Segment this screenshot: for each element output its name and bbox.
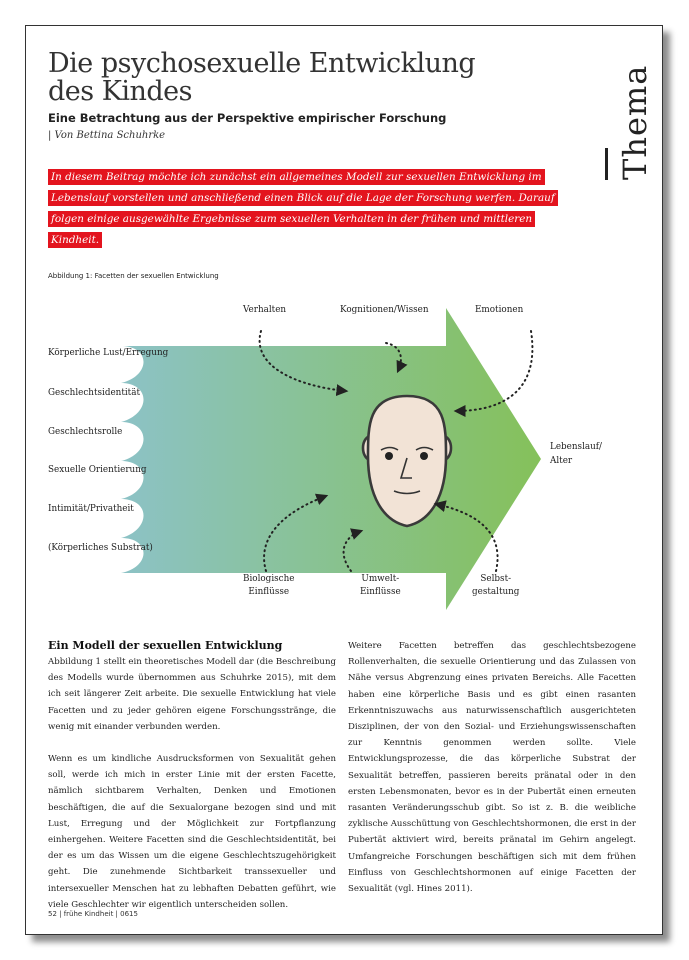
bottom-label-selbst: Selbst- gestaltung bbox=[472, 574, 520, 597]
body-paragraph: Weitere Facetten betreffen das geschlechtsbezogene Rollenverhalten, die sexuelle Orientierung und das Zulassen von Nähe versus Abgrenzung eines privaten Bereichs. Alle Facetten haben eine körperliche Basis und es gibt einen rasanten Erkenntniszuwachs aus naturwissenschaftlich ausgerichteten Disziplinen, der von den Sozial- und Erziehungswissenschaften zur Kenntnis genommen werden sollte. Viele Entwicklungsprozesse, die das körperliche Substrat der Sexualität betreffen, passieren bereits pränatal oder in den ersten Lebensmonaten, bevor es in der Pubertät einen erneuten rasanten Veränderungsschub gibt. So ist z. B. die weibliche zyklische Ausschüttung von Geschlechtshormonen, die erst in der Pubertät aktiviert wird, bereits pränatal im Gehirn angelegt. Umfangreiche Forschungen beschäftigen sich mit dem frühen Einfluss von Geschlechtshormonen auf einige Facetten der Sexualität (vgl. Hines 2011). bbox=[348, 641, 636, 895]
intro-highlighted-text: In diesem Beitrag möchte ich zunächst ein allgemeines Modell zur sexuellen Entwicklung im Lebenslauf vorstellen und anschließend einen Blick auf die Lage der Forschung werfen. Darauf folgen einige ausgewählte Ergebnisse zum sexuellen Verhalten in der frühen und mittleren Kindheit. bbox=[48, 169, 558, 248]
body-column-right bbox=[348, 638, 636, 913]
top-label-kognitionen: Kognitionen/Wissen bbox=[340, 305, 429, 315]
magazine-page bbox=[25, 25, 663, 935]
article-subtitle: Eine Betrachtung aus der Perspektive empirischer Forschung bbox=[48, 111, 447, 125]
top-label-verhalten: Verhalten bbox=[243, 305, 287, 315]
title-line-2: des Kindes bbox=[48, 76, 193, 107]
section-heading: Ein Modell der sexuellen Entwicklung bbox=[48, 639, 283, 652]
page-footer: 52 | frühe Kindheit | 0615 bbox=[48, 910, 138, 918]
development-arrow bbox=[121, 308, 541, 610]
body-paragraph: Wenn es um kindliche Ausdrucksformen von Sexualität gehen soll, werde ich mich in erster Linie mit der ersten Facette, nämlich sichtbarem Verhalten, Denken und Emotionen beschäftigen, die auf die Sexualorgane bezogen sind und mit Lust, Erregung und der Möglichkeit zur Fortpflanzung einhergehen. Weitere Facetten sind die Geschlechtsidentität, bei der es um das Wissen um die eigene Geschlechtszugehörigkeit geht. Die zunehmende Sichtbarkeit transsexueller und intersexueller Menschen hat zu lebhaften Debatten geführt, wie viele Geschlechter wir eigentlich unterscheiden sollen. bbox=[48, 754, 336, 910]
facets-figure bbox=[26, 26, 664, 626]
bottom-label-umwelt: Umwelt- Einflüsse bbox=[360, 574, 401, 597]
title-line-1: Die psychosexuelle Entwicklung bbox=[48, 48, 476, 79]
facet-label: Geschlechtsidentität bbox=[48, 388, 140, 398]
top-label-emotionen: Emotionen bbox=[475, 305, 524, 315]
body-column-left bbox=[48, 638, 336, 929]
section-tab-label: Thema bbox=[616, 64, 654, 180]
facet-label: Sexuelle Orientierung bbox=[48, 465, 147, 475]
article-author: | Von Bettina Schuhrke bbox=[48, 130, 166, 141]
facet-label: Geschlechtsrolle bbox=[48, 427, 123, 437]
facet-label: Intimität/Privatheit bbox=[48, 504, 134, 514]
figure-caption: Abbildung 1: Facetten der sexuellen Entwicklung bbox=[48, 272, 219, 280]
body-paragraph: Abbildung 1 stellt ein theoretisches Modell dar (die Beschreibung des Modells wurde übernommen aus Schuhrke 2015), mit dem ich seit längerer Zeit arbeite. Die sexuelle Entwicklung hat viele Facetten und zu jeder gehören eigene Forschungsstränge, die wenig mit einander verbunden werden. bbox=[48, 657, 336, 732]
facet-label: (Körperliches Substrat) bbox=[48, 543, 153, 553]
facet-label: Körperliche Lust/Erregung bbox=[48, 348, 169, 358]
right-label-lebenslauf: Lebenslauf/ Alter bbox=[550, 442, 603, 466]
bottom-label-biologische: Biologische Einflüsse bbox=[243, 574, 295, 597]
